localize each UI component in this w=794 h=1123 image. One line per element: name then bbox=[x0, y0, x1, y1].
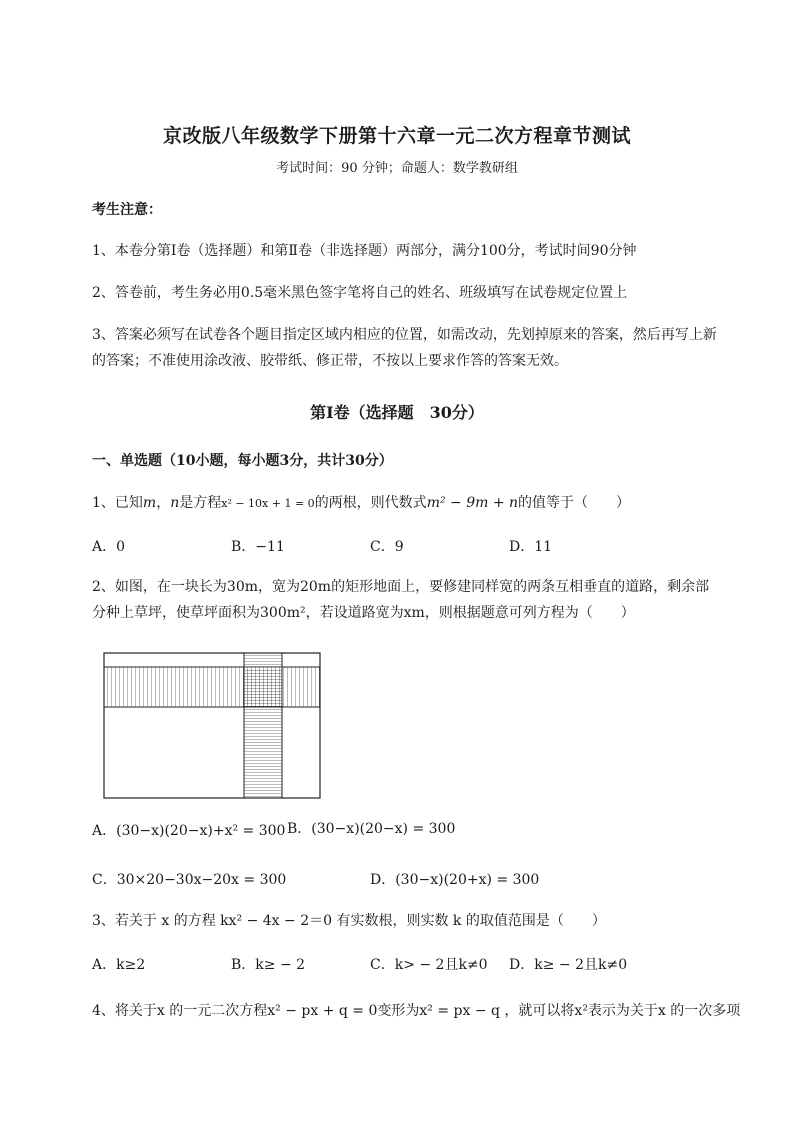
q1-option-c: C．9 bbox=[370, 539, 404, 555]
question-2-line-1: 2、如图，在一块长为30m，宽为20m的矩形地面上，要修建同样宽的两条互相垂直的道路，剩余部 bbox=[92, 579, 710, 595]
q2-option-b: B．(30−x)(20−x) = 300 bbox=[287, 821, 456, 837]
question-4: 4、将关于x 的一元二次方程x² − px + q = 0变形为x² = px − q ，就可以将x²表示为关于x 的一次多项 bbox=[92, 1003, 741, 1019]
q1-option-a: A．0 bbox=[92, 539, 126, 555]
q1-comma: ， bbox=[156, 495, 171, 511]
q2-option-c: C．30×20−30x−20x = 300 bbox=[92, 872, 287, 888]
note-item-3: 3、答案必须写在试卷各个题目指定区域内相应的位置，如需改动，先划掉原来的答案，然后再写上新 bbox=[92, 327, 717, 343]
q1-expression: m² − 9m + n bbox=[426, 495, 519, 511]
q1-mid: 是方程 bbox=[179, 495, 222, 511]
page-title: 京改版八年级数学下册第十六章一元二次方程章节测试 bbox=[162, 125, 631, 147]
section-title: 第Ⅰ卷（选择题 30分） bbox=[310, 403, 484, 422]
q3-option-c: C．k> − 2且k≠0 bbox=[370, 957, 488, 973]
q1-option-d: D．11 bbox=[509, 539, 553, 555]
horizontal-road bbox=[104, 667, 320, 707]
q1-option-b: B．−11 bbox=[231, 539, 285, 555]
question-1 bbox=[92, 493, 630, 514]
q1-prefix: 1、已知 bbox=[92, 495, 143, 511]
section-subtitle: 一、单选题（10小题，每小题3分，共计30分） bbox=[92, 453, 393, 469]
q1-var-n: n bbox=[170, 495, 180, 511]
q1-suffix: 的值等于（ ） bbox=[518, 495, 631, 511]
road-diagram bbox=[103, 652, 321, 800]
note-item-1: 1、本卷分第Ⅰ卷（选择题）和第Ⅱ卷（非选择题）两部分，满分100分，考试时间90分钟 bbox=[92, 243, 637, 259]
q1-equation: x² − 10x + 1 = 0 bbox=[221, 497, 315, 510]
page-subtitle: 考试时间：90 分钟；命题人：数学教研组 bbox=[276, 161, 518, 176]
q3-option-a: A．k≥2 bbox=[92, 957, 146, 973]
q1-var-m: m bbox=[142, 495, 157, 511]
note-item-2: 2、答卷前，考生务必用0.5毫米黑色签字笔将自己的姓名、班级填写在试卷规定位置上 bbox=[92, 285, 628, 301]
q2-option-a: A．(30−x)(20−x)+x² = 300 bbox=[92, 823, 286, 839]
q3-option-b: B．k≥ − 2 bbox=[231, 957, 306, 973]
question-2-line-2: 分种上草坪，使草坪面积为300m²，若设道路宽为xm，则根据题意可列方程为（ ） bbox=[92, 605, 635, 621]
q1-mid2: 的两根，则代数式 bbox=[314, 495, 427, 511]
q3-option-d: D．k≥ − 2且k≠0 bbox=[509, 957, 628, 973]
q2-option-d: D．(30−x)(20+x) = 300 bbox=[370, 872, 540, 888]
note-item-3-continued: 的答案；不准使用涂改液、胶带纸、修正带，不按以上要求作答的答案无效。 bbox=[92, 353, 568, 369]
notes-heading: 考生注意： bbox=[92, 202, 162, 218]
question-3: 3、若关于 x 的方程 kx² − 4x − 2＝0 有实数根，则实数 k 的取值范围是（ ） bbox=[92, 913, 606, 929]
